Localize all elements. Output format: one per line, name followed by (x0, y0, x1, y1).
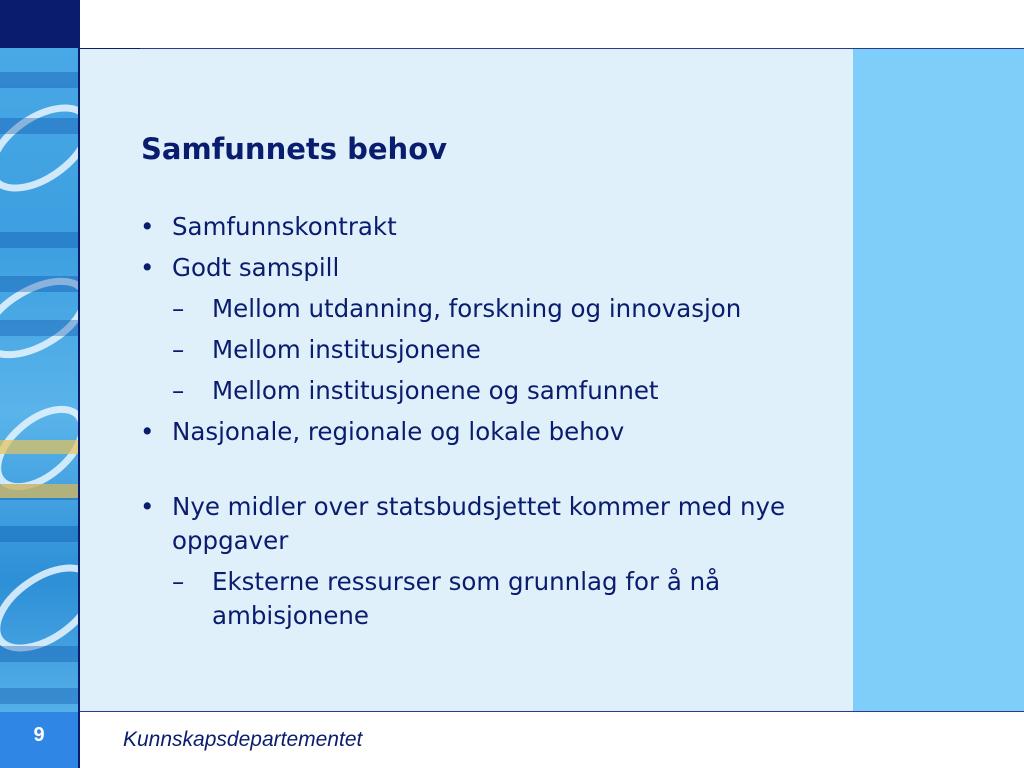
sub-bullet-item: – Eksterne ressurser som grunnlag for å nå ambisjonene (136, 565, 846, 633)
footer-organization: Kunnskapsdepartementet (123, 728, 363, 751)
header-bar (80, 0, 1024, 48)
sub-bullet-item: – Mellom institusjonene (136, 333, 846, 367)
sub-bullet-item: – Mellom utdanning, forskning og innovasjon (136, 292, 846, 326)
bullet-item: • Godt samspill (136, 251, 846, 285)
slide-title: Samfunnets behov (141, 132, 448, 166)
bullet-item: • Samfunnskontrakt (136, 210, 846, 244)
sub-bullet-item: – Mellom institusjonene og samfunnet (136, 374, 846, 408)
footer-rule (80, 711, 1024, 712)
page-number-box (0, 712, 78, 768)
corner-block (0, 0, 78, 48)
page-number: 9 (33, 723, 45, 746)
bullet-list (136, 210, 846, 640)
decorative-side-band (0, 48, 78, 712)
bullet-item: • Nasjonale, regionale og lokale behov (136, 415, 846, 449)
decorative-swirl-icon (0, 48, 78, 712)
bullet-item: • Nye midler over statsbudsjettet kommer med nye oppgaver (136, 490, 846, 558)
side-panel (853, 49, 1024, 711)
